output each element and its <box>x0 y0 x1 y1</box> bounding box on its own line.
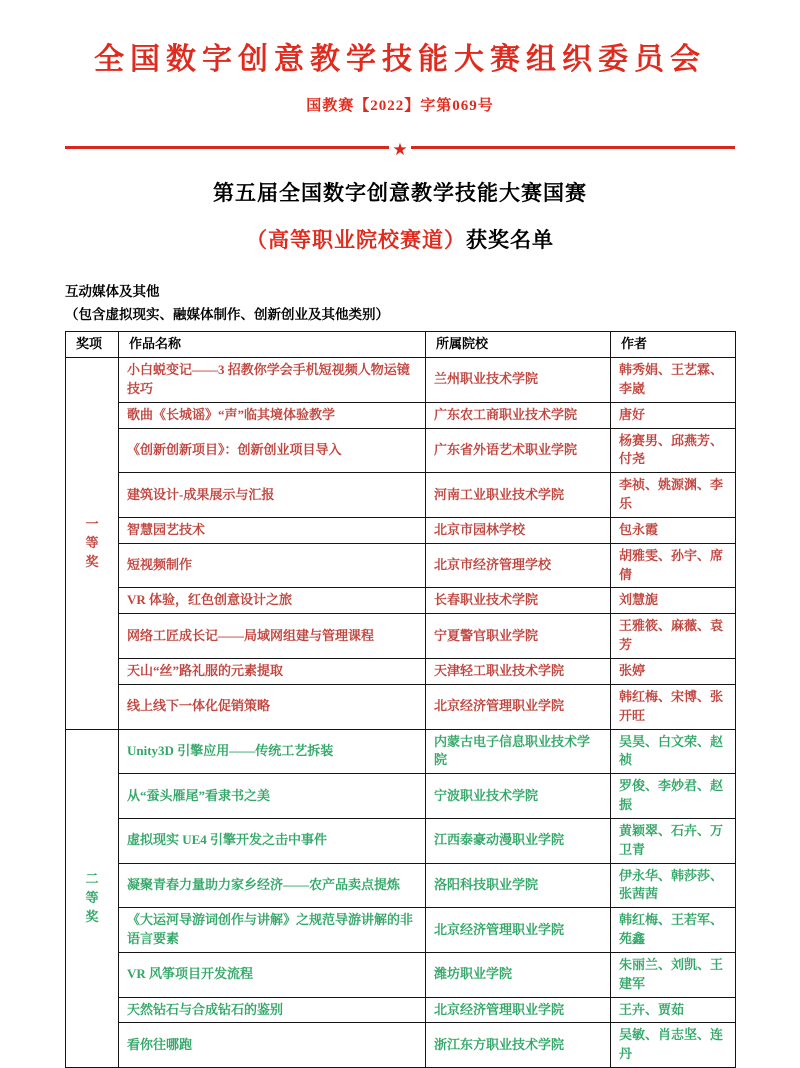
star-icon: ★ <box>392 140 408 159</box>
table-row <box>66 952 736 997</box>
authors: 罗俊、李妙君、赵振 <box>611 774 736 819</box>
table-row <box>66 818 736 863</box>
table-row <box>66 997 736 1023</box>
header-authors: 作者 <box>611 332 736 358</box>
competition-title: 第五届全国数字创意教学技能大赛国赛 <box>213 181 587 205</box>
divider-line-right <box>411 146 735 149</box>
work-title: 建筑设计-成果展示与汇报 <box>119 473 426 518</box>
institution: 兰州职业技术学院 <box>426 358 611 403</box>
table-row <box>66 774 736 819</box>
institution: 浙江东方职业技术学院 <box>426 1023 611 1068</box>
table-row <box>66 473 736 518</box>
track-name: （高等职业院校赛道） <box>246 228 466 252</box>
institution: 宁波职业技术学院 <box>426 774 611 819</box>
authors: 杨赛男、邱燕芳、付尧 <box>611 428 736 473</box>
work-title: 小白蜕变记——3 招教你学会手机短视频人物运镜技巧 <box>119 358 426 403</box>
institution: 北京市园林学校 <box>426 517 611 543</box>
document-number: 国教赛【2022】字第069号 <box>306 98 494 114</box>
authors: 韩秀娟、王艺霖、李崴 <box>611 358 736 403</box>
table-row <box>66 588 736 614</box>
header-row <box>66 332 736 358</box>
authors: 包永霞 <box>611 517 736 543</box>
authors: 张婷 <box>611 658 736 684</box>
award-label: 一 等 奖 <box>66 358 119 730</box>
work-title: 凝聚青春力量助力家乡经济——农产品卖点提炼 <box>119 863 426 908</box>
work-title: VR 风筝项目开发流程 <box>119 952 426 997</box>
work-title: 《创新创新项目》：创新创业项目导入 <box>119 428 426 473</box>
institution: 洛阳科技职业学院 <box>426 863 611 908</box>
authors: 王卉、贾茹 <box>611 997 736 1023</box>
table-row <box>66 543 736 588</box>
institution: 北京经济管理职业学院 <box>426 997 611 1023</box>
awards-table-head <box>66 332 736 358</box>
authors: 吴昊、白文荣、赵祯 <box>611 729 736 774</box>
authors: 黄颖翠、石卉、万卫青 <box>611 818 736 863</box>
awards-table <box>65 331 736 1068</box>
category-subheading: （包含虚拟现实、融媒体制作、创新创业及其他类别） <box>65 307 389 322</box>
table-row <box>66 863 736 908</box>
divider-line-left <box>65 146 389 149</box>
authors: 吴敏、肖志坚、连丹 <box>611 1023 736 1068</box>
institution: 潍坊职业学院 <box>426 952 611 997</box>
authors: 韩红梅、宋博、张开旺 <box>611 684 736 729</box>
table-row <box>66 908 736 953</box>
authors: 唐好 <box>611 402 736 428</box>
awards-table-body <box>66 358 736 1068</box>
award-list-label: 获奖名单 <box>466 228 554 252</box>
divider-rule <box>65 139 735 159</box>
work-title: 短视频制作 <box>119 543 426 588</box>
institution: 广东省外语艺术职业学院 <box>426 428 611 473</box>
header-award: 奖项 <box>66 332 119 358</box>
institution: 长春职业技术学院 <box>426 588 611 614</box>
work-title: VR 体验，红色创意设计之旅 <box>119 588 426 614</box>
table-row <box>66 1023 736 1068</box>
work-title: 线上线下一体化促销策略 <box>119 684 426 729</box>
institution: 北京经济管理职业学院 <box>426 684 611 729</box>
authors: 刘慧旎 <box>611 588 736 614</box>
work-title: 天山“丝”路礼服的元素提取 <box>119 658 426 684</box>
table-row <box>66 517 736 543</box>
authors: 伊永华、韩莎莎、张茜茜 <box>611 863 736 908</box>
work-title: 网络工匠成长记——局域网组建与管理课程 <box>119 614 426 659</box>
work-title: 《大运河导游词创作与讲解》之规范导游讲解的非语言要素 <box>119 908 426 953</box>
table-row <box>66 428 736 473</box>
work-title: 从“蚕头雁尾”看隶书之美 <box>119 774 426 819</box>
institution: 北京市经济管理学校 <box>426 543 611 588</box>
category-heading: 互动媒体及其他 <box>65 284 160 299</box>
table-row <box>66 658 736 684</box>
authors: 朱丽兰、刘凯、王建军 <box>611 952 736 997</box>
table-row <box>66 684 736 729</box>
work-title: 歌曲《长城谣》“声”临其境体验教学 <box>119 402 426 428</box>
institution: 江西泰豪动漫职业学院 <box>426 818 611 863</box>
award-label: 二 等 奖 <box>66 729 119 1068</box>
table-row <box>66 729 736 774</box>
table-row <box>66 358 736 403</box>
authors: 王雅筱、麻薇、袁芳 <box>611 614 736 659</box>
header-work: 作品名称 <box>119 332 426 358</box>
work-title: 智慧园艺技术 <box>119 517 426 543</box>
institution: 天津轻工职业技术学院 <box>426 658 611 684</box>
table-row <box>66 614 736 659</box>
table-row <box>66 402 736 428</box>
institution: 内蒙古电子信息职业技术学院 <box>426 729 611 774</box>
authors: 李祯、姚源渊、李乐 <box>611 473 736 518</box>
work-title: Unity3D 引擎应用——传统工艺拆装 <box>119 729 426 774</box>
work-title: 虚拟现实 UE4 引擎开发之击中事件 <box>119 818 426 863</box>
work-title: 天然钻石与合成钻石的鉴别 <box>119 997 426 1023</box>
header-school: 所属院校 <box>426 332 611 358</box>
authors: 韩红梅、王若军、苑鑫 <box>611 908 736 953</box>
institution: 北京经济管理职业学院 <box>426 908 611 953</box>
institution: 广东农工商职业技术学院 <box>426 402 611 428</box>
institution: 河南工业职业技术学院 <box>426 473 611 518</box>
work-title: 看你往哪跑 <box>119 1023 426 1068</box>
award-list-title <box>65 224 735 254</box>
authors: 胡雅雯、孙宇、席倩 <box>611 543 736 588</box>
organization-title: 全国数字创意教学技能大赛组织委员会 <box>94 43 706 76</box>
institution: 宁夏警官职业学院 <box>426 614 611 659</box>
